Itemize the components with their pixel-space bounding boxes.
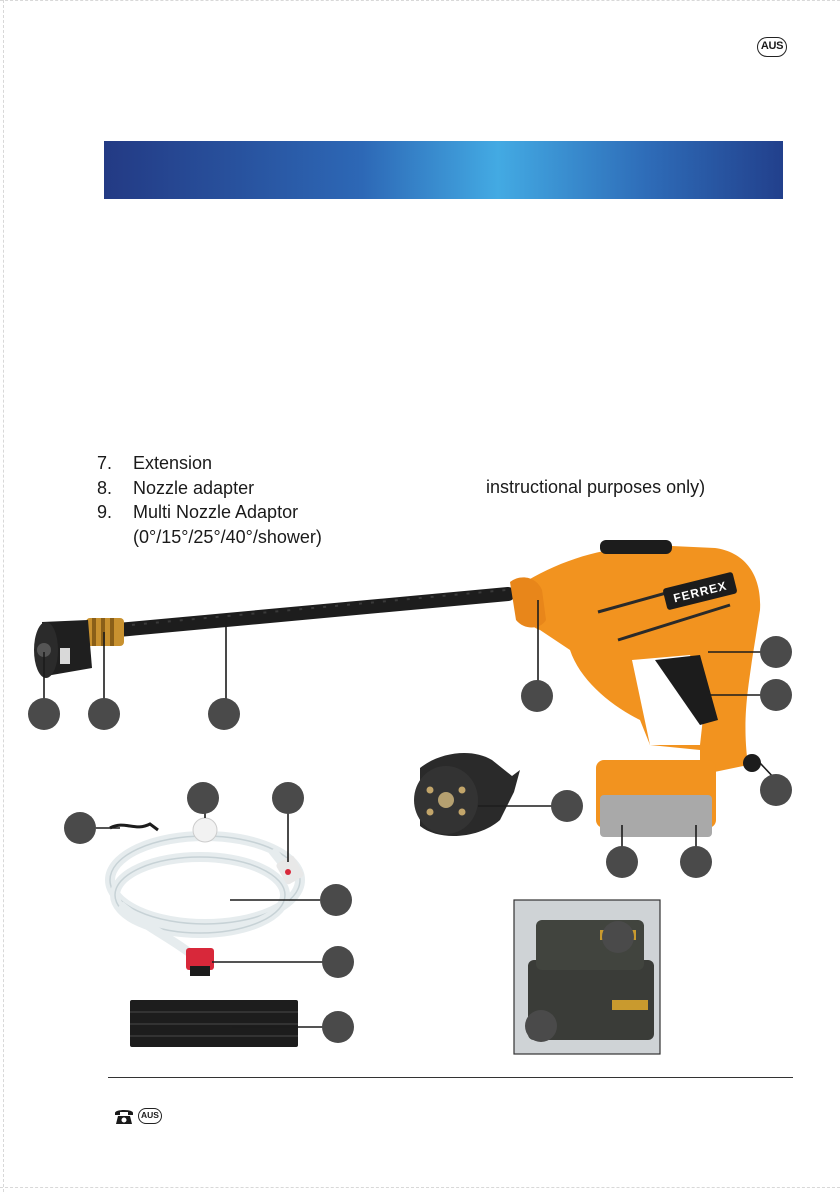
note-text: instructional purposes only) — [486, 477, 706, 497]
suction-hose — [110, 818, 305, 976]
callout-marker — [320, 884, 352, 916]
callout-marker — [272, 782, 304, 814]
callout-marker — [322, 946, 354, 978]
multi-nozzle-head — [34, 620, 92, 678]
callout-marker — [680, 846, 712, 878]
region-badge: AUS — [757, 37, 787, 57]
nozzle-closeup — [414, 753, 520, 836]
callout-marker — [187, 782, 219, 814]
callout-marker — [88, 698, 120, 730]
callout-marker — [760, 679, 792, 711]
callout-marker — [551, 790, 583, 822]
item-label: Multi Nozzle Adaptor — [133, 502, 299, 522]
footer-region-badge: AUS — [138, 1108, 162, 1124]
item-number: 8. — [97, 477, 113, 498]
callout-marker — [606, 846, 638, 878]
footer-divider — [108, 1077, 793, 1078]
callout-marker — [28, 698, 60, 730]
callout-marker — [521, 680, 553, 712]
item-number: 7. — [97, 453, 113, 473]
item-detail: (0°/15°/25°/40°/shower) — [133, 526, 322, 547]
callout-marker — [525, 1010, 557, 1042]
item-label: Extension — [133, 453, 213, 473]
phone-icon — [113, 1107, 135, 1125]
callout-marker — [208, 698, 240, 730]
item-number: 9. — [97, 502, 113, 522]
callout-marker — [64, 812, 96, 844]
callout-marker — [760, 636, 792, 668]
svg-text:FERREX: FERREX — [672, 578, 729, 606]
extension-wand — [118, 590, 508, 630]
storage-bag — [130, 1000, 298, 1047]
nozzle-adapter — [86, 618, 124, 646]
callout-marker — [322, 1011, 354, 1043]
item-label: Nozzle adapter — [133, 477, 255, 498]
callout-marker — [760, 774, 792, 806]
callout-marker — [602, 921, 634, 953]
